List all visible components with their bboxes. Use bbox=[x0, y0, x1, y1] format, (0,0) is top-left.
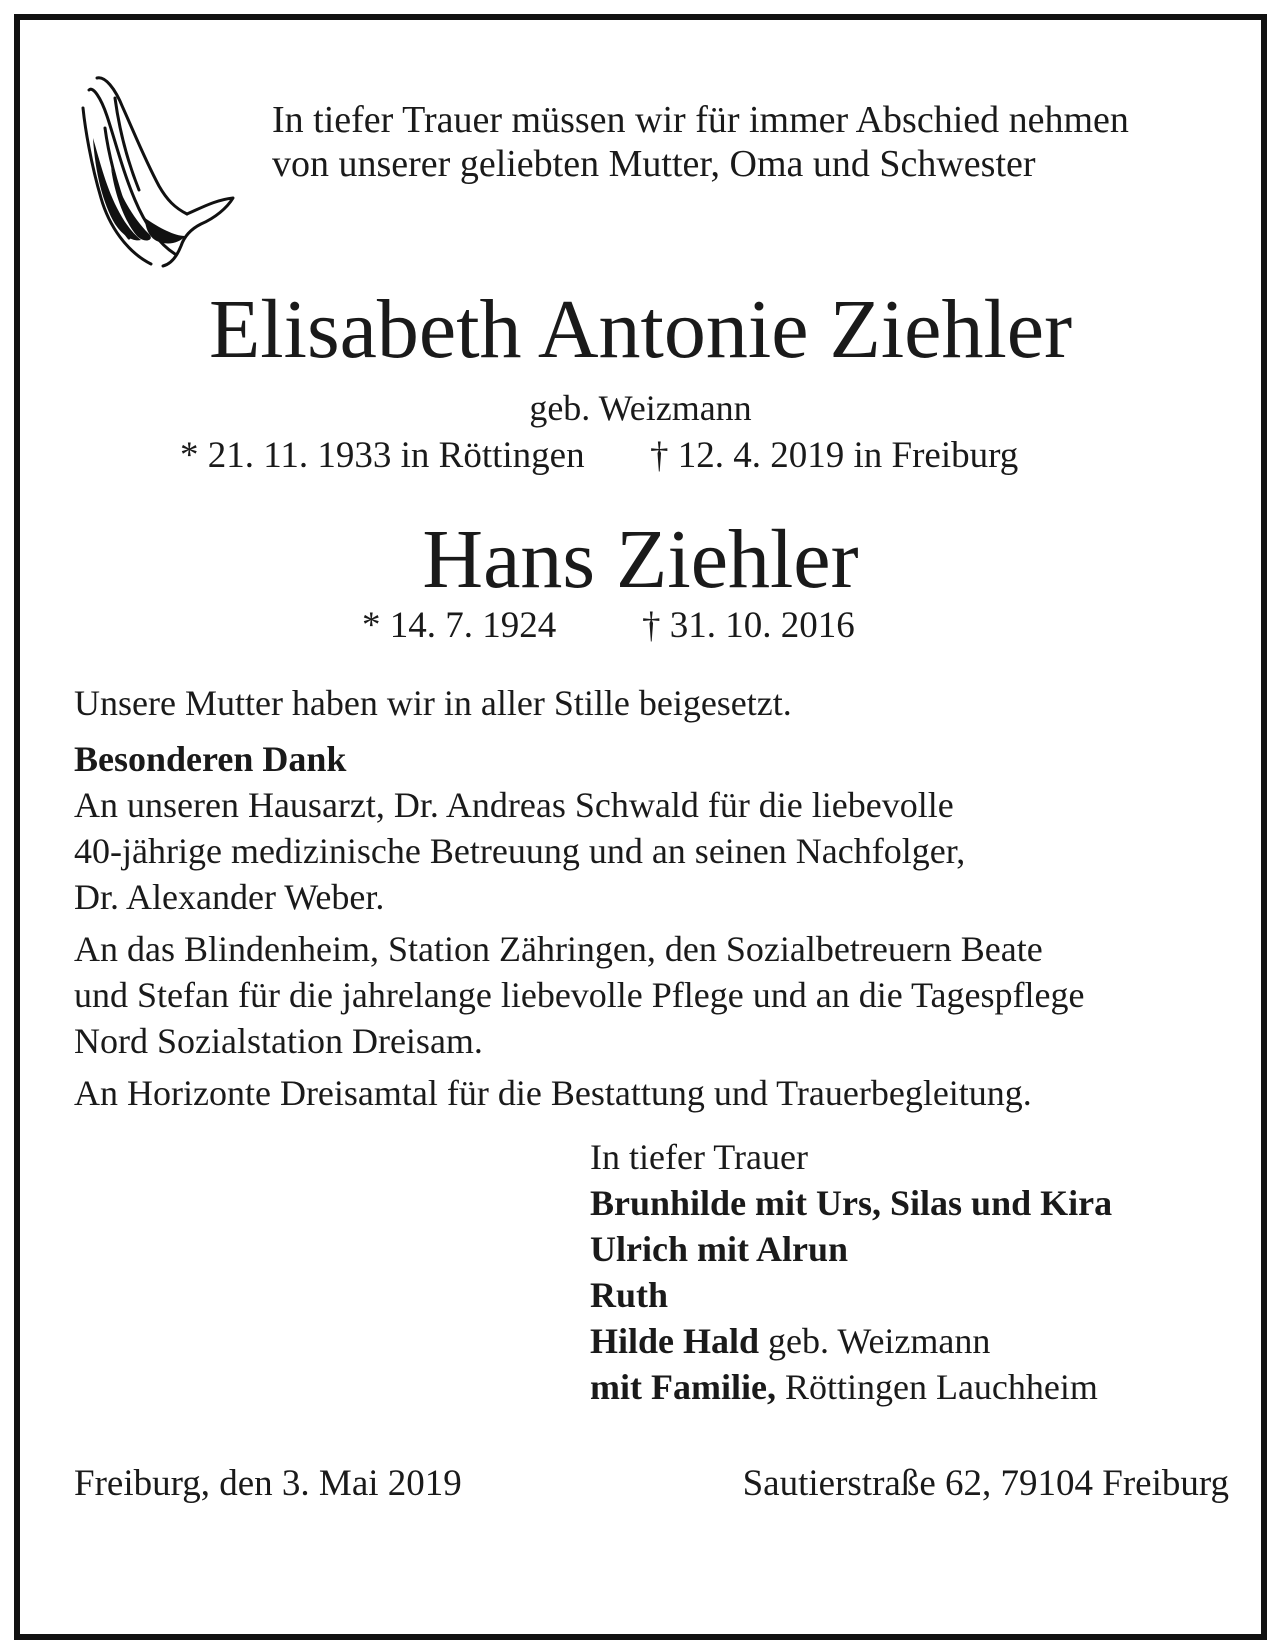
intro-text bbox=[272, 98, 1129, 186]
thanks-heading: Besonderen Dank bbox=[74, 739, 347, 779]
deceased-1-name: Elisabeth Antonie Ziehler bbox=[208, 283, 1073, 376]
deceased-2-born: * 14. 7. 1924 bbox=[362, 605, 557, 646]
thanks-care-line-1: An das Blindenheim, Station Zähringen, den Sozialbetreuern Beate bbox=[74, 929, 1043, 969]
intro-line-2: von unserer geliebten Mutter, Oma und Schwester bbox=[272, 143, 1036, 185]
signature-line-4-rest: geb. Weizmann bbox=[759, 1321, 991, 1361]
deceased-1-birth-name: geb. Weizmann bbox=[529, 388, 752, 428]
signature-line-2: Ulrich mit Alrun bbox=[590, 1229, 848, 1269]
signature-line-5-name: mit Familie, bbox=[590, 1367, 776, 1407]
address: Sautierstraße 62, 79104 Freiburg bbox=[742, 1463, 1229, 1504]
burial-note: Unsere Mutter haben wir in aller Stille beigesetzt. bbox=[74, 683, 792, 723]
signature-line-5 bbox=[590, 1364, 1112, 1410]
notice-body bbox=[74, 680, 1224, 1122]
signature-line-5-rest: Röttingen Lauchheim bbox=[775, 1367, 1098, 1407]
deceased-2-name: Hans Ziehler bbox=[422, 513, 859, 606]
signature-block bbox=[590, 1134, 1112, 1410]
deceased-2-died: † 31. 10. 2016 bbox=[642, 605, 855, 646]
deceased-1-born: * 21. 11. 1933 in Röttingen bbox=[180, 435, 585, 476]
obituary-notice bbox=[14, 14, 1267, 1640]
thanks-care-line-2: und Stefan für die jahrelange liebevolle Pflege und an die Tagespflege bbox=[74, 975, 1085, 1015]
thanks-doctor-line-2: 40-jährige medizinische Betreuung und an seinen Nachfolger, bbox=[74, 831, 966, 871]
thanks-funeral: An Horizonte Dreisamtal für die Bestattung und Trauerbegleitung. bbox=[74, 1073, 1032, 1113]
signature-line-4 bbox=[590, 1318, 1112, 1364]
intro-line-1: In tiefer Trauer müssen wir für immer Abschied nehmen bbox=[272, 99, 1129, 141]
thanks-doctor-line-1: An unseren Hausarzt, Dr. Andreas Schwald für die liebevolle bbox=[74, 785, 954, 825]
signature-line-4-name: Hilde Hald bbox=[590, 1321, 760, 1361]
thanks-doctor-line-3: Dr. Alexander Weber. bbox=[74, 877, 385, 917]
signature-line-3: Ruth bbox=[590, 1275, 669, 1315]
praying-hands-icon bbox=[75, 68, 245, 268]
signature-intro: In tiefer Trauer bbox=[590, 1137, 808, 1177]
deceased-1-died: † 12. 4. 2019 in Freiburg bbox=[650, 435, 1019, 476]
signature-line-1: Brunhilde mit Urs, Silas und Kira bbox=[590, 1183, 1113, 1223]
thanks-care-line-3: Nord Sozialstation Dreisam. bbox=[74, 1021, 483, 1061]
place-date: Freiburg, den 3. Mai 2019 bbox=[74, 1463, 462, 1504]
